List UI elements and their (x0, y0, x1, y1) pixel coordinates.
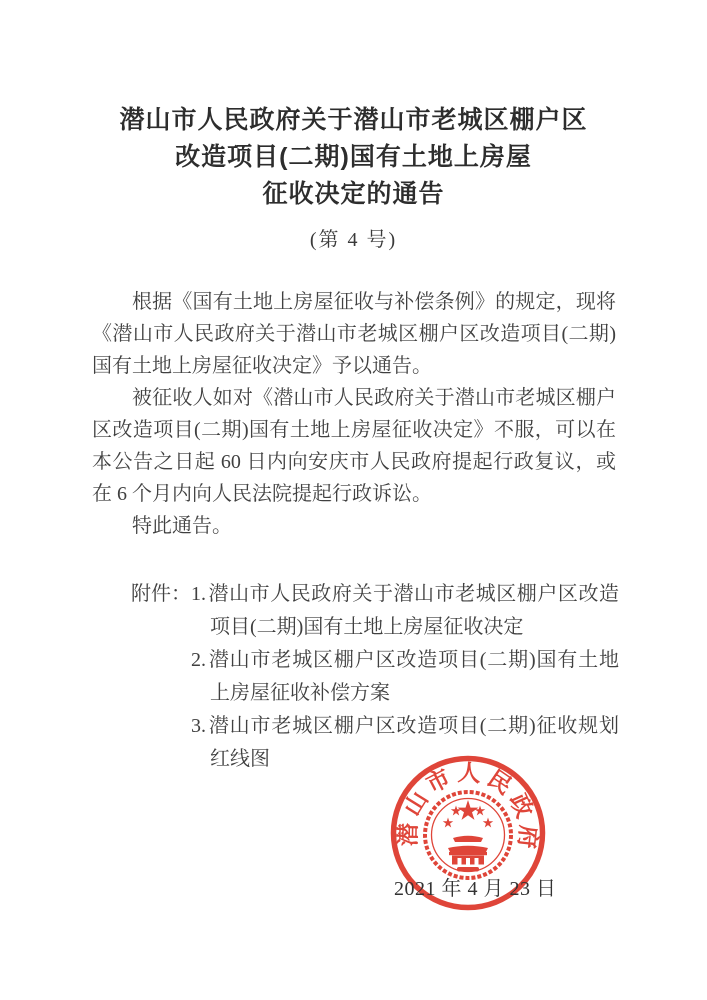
emblem-small-star-icon (475, 806, 485, 816)
attachment-number: 1. (191, 583, 206, 605)
attachment-number: 2. (191, 649, 206, 671)
seal-arc-text: 潜山市人民政府 (394, 759, 543, 855)
national-emblem-icon (425, 792, 511, 878)
attachment-text: 潜山市人民政府关于潜山市老城区棚户区改造项目(二期)国有土地上房屋征收决定 (208, 583, 619, 638)
tiananmen-gate (475, 858, 479, 865)
issue-date: 2021 年 4 月 23 日 (394, 878, 557, 900)
emblem-ribbon (457, 867, 479, 872)
attachment-text: 潜山市老城区棚户区改造项目(二期)征收规划红线图 (208, 715, 619, 770)
attachments-label: 附件： (131, 583, 191, 605)
document-number: (第 4 号) (309, 229, 398, 251)
tiananmen-gate (466, 858, 470, 865)
attachments-list (191, 578, 619, 776)
emblem-small-star-icon (443, 818, 453, 828)
attachments-section (131, 578, 619, 776)
emblem-small-star-icon (451, 806, 461, 816)
tiananmen-roof-lower (448, 846, 488, 852)
emblem-big-star-icon (458, 800, 479, 820)
tiananmen-roof-top (453, 836, 483, 842)
body-paragraph-closing: 特此通告。 (132, 515, 232, 537)
tiananmen-gate (458, 858, 462, 865)
attachment-text: 潜山市老城区棚户区改造项目(二期)国有土地上房屋征收补偿方案 (208, 649, 619, 704)
notice-title (0, 102, 707, 213)
tiananmen-platform (449, 852, 487, 855)
emblem-small-star-icon (483, 818, 493, 828)
notice-title-line-1: 潜山市人民政府关于潜山市老城区棚户区 (119, 106, 588, 134)
body-paragraph-1: 根据《国有土地上房屋征收与补偿条例》的规定，现将《潜山市人民政府关于潜山市老城区棚户区改造项目(二期)国有土地上房屋征收决定》予以通告。 (92, 291, 616, 377)
attachment-item (191, 644, 619, 710)
notice-body (92, 286, 616, 542)
attachment-item (191, 578, 619, 644)
body-paragraph-2: 被征收人如对《潜山市人民政府关于潜山市老城区棚户区改造项目(二期)国有土地上房屋征收决定》不服，可以在本公告之日起 60 日内向安庆市人民政府提起行政复议，或在 6 个月内向人民法院提起行政诉讼。 (92, 387, 616, 505)
attachment-number: 3. (191, 715, 206, 737)
notice-title-line-3: 征收决定的通告 (262, 180, 445, 208)
notice-title-line-2: 改造项目(二期)国有土地上房屋 (175, 143, 532, 171)
